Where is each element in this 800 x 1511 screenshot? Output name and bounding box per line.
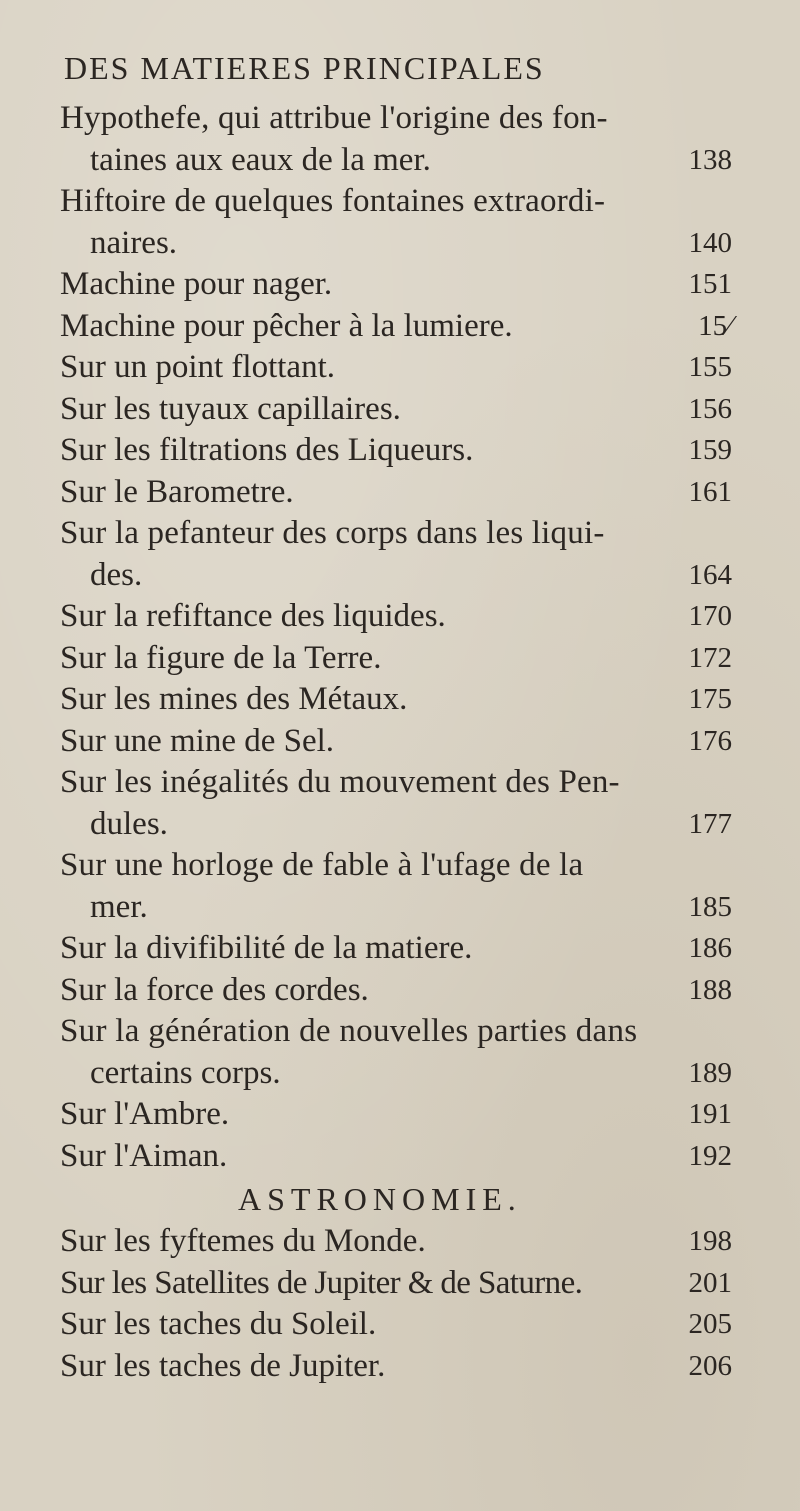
list-item [60,721,740,763]
list-item [60,1346,740,1388]
entry-text: Sur la divifibilité de la matiere. [60,930,473,966]
page-number: 186 [688,932,732,964]
entry-text: Sur la figure de la Terre. [60,639,382,676]
list-item [60,638,740,680]
page-number: 206 [688,1349,732,1382]
page-number: 175 [688,683,732,715]
page-number: 189 [688,1056,732,1089]
page-number: 159 [688,434,732,466]
entry-text-line2: mer. [90,888,148,925]
entry-text: Sur l'Aiman. [60,1137,228,1174]
list-item [60,513,740,596]
page-number: 188 [688,973,732,1006]
page-header: DES MATIERES PRINCIPALES [64,50,545,86]
entry-text: Sur le Barometre. [60,473,294,510]
entry-text-line1: Sur la génération de nouvelles parties dans [60,1013,638,1049]
entry-text-line1: Sur une horloge de fable à l'ufage de la [60,847,584,883]
page-number: 201 [688,1266,732,1299]
entry-text-line2: taines aux eaux de la mer. [90,141,431,178]
list-item [60,1136,740,1178]
entry-text: Sur l'Ambre. [60,1096,230,1132]
entry-text: Sur les tuyaux capillaires. [60,390,401,427]
list-item [60,596,740,638]
list-item [60,679,740,721]
page-number: 140 [688,226,732,259]
list-item [60,472,740,514]
list-item [60,928,740,970]
entry-text: Sur les taches du Soleil. [60,1306,377,1342]
entry-text: Sur les filtrations des Liqueurs. [60,432,474,468]
list-item [60,1263,740,1305]
list-item [60,1011,740,1094]
table-of-contents [60,98,740,1387]
page-number: 156 [688,392,732,425]
entry-text: Sur les fyftemes du Monde. [60,1223,426,1259]
page-number: 192 [688,1139,732,1172]
list-item [60,98,740,181]
page-number: 155 [688,351,732,383]
list-item [60,430,740,472]
list-item [60,347,740,389]
entry-text: Machine pour pêcher à la lumiere. [60,307,513,344]
page-number: 170 [688,600,732,632]
entry-text: Sur les mines des Métaux. [60,681,408,717]
page-number: 185 [688,890,732,923]
list-item [60,845,740,928]
entry-text: Sur une mine de Sel. [60,722,335,759]
entry-text-line2: naires. [90,224,178,261]
list-item [60,1094,740,1136]
page-number: 198 [688,1225,732,1257]
page-number: 205 [688,1308,732,1340]
entry-text-line1: Hiftoire de quelques fontaines extraordi- [60,183,606,219]
section-title-astronomy: ASTRONOMIE. [238,1181,522,1217]
list-item [60,264,740,306]
entry-text-line2: certains corps. [90,1054,281,1091]
entry-text: Sur les taches de Jupiter. [60,1347,386,1384]
list-item [60,970,740,1012]
page-number: 191 [688,1098,732,1130]
page-number: 15⁄ [698,309,732,342]
page-number: 164 [688,558,732,591]
entry-text: Machine pour nager. [60,266,333,302]
entry-text: Sur la refiftance des liquides. [60,598,446,634]
list-item [60,1304,740,1346]
page-number: 151 [688,268,732,300]
page-number: 161 [688,475,732,508]
entry-text-line1: Sur la pefanteur des corps dans les liqui- [60,515,605,551]
entry-text: Sur un point flottant. [60,349,335,385]
list-item [60,762,740,845]
list-item [60,306,740,348]
page-number: 176 [688,724,732,757]
list-item [60,181,740,264]
page-number: 172 [688,641,732,674]
entry-text-line2: des. [90,556,143,593]
entry-text: Sur les Satellites de Jupiter & de Saturne. [60,1264,583,1301]
entry-text: Sur la force des cordes. [60,971,369,1008]
page-number: 177 [688,807,732,840]
page-number: 138 [688,143,732,176]
list-item [60,1221,740,1263]
list-item [60,389,740,431]
entry-text-line2: dules. [90,805,168,842]
entry-text-line1: Hypothefe, qui attribue l'origine des fon- [60,100,608,136]
entry-text-line1: Sur les inégalités du mouvement des Pen- [60,764,620,800]
